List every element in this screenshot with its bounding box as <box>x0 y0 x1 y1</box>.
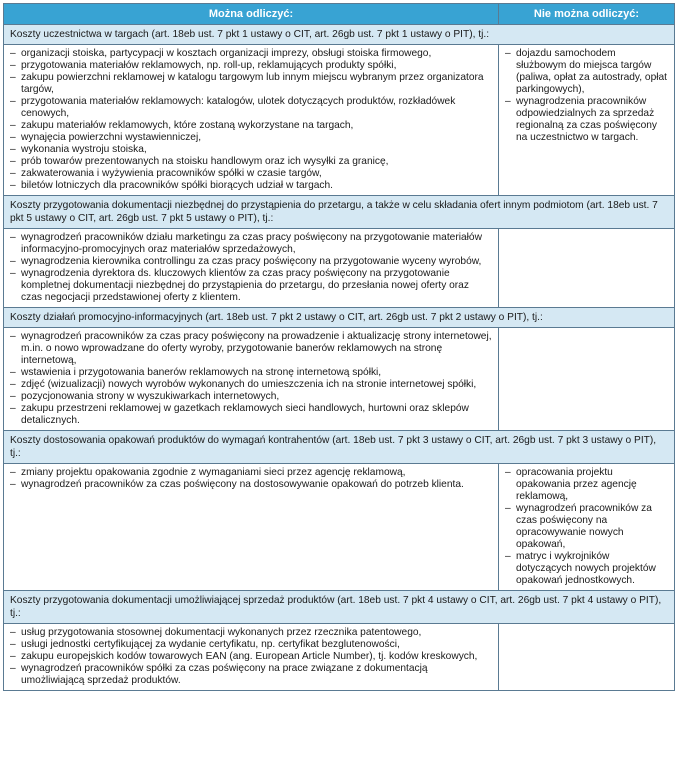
non-deductible-cell <box>499 624 675 691</box>
section-title: Koszty przygotowania dokumentacji niezbędnej do przystąpienia do przetargu, a także w celu składania ofert innym podmiotom (art. 18eb ust. 7 pkt 5 ustawy o CIT, art. 26gb ust. 7 pkt 5 ustawy o PIT), tj.: <box>4 196 675 229</box>
list-item: – wynagrodzeń pracowników za czas poświęcony na dostosowywanie opakowań do potrzeb klienta. <box>10 479 492 491</box>
header-cannot-deduct: Nie można odliczyć: <box>499 4 675 25</box>
section-content-row <box>4 464 675 591</box>
non-deductible-cell <box>499 328 675 431</box>
list-item: – wynagrodzenia pracowników odpowiedzialnych za sprzedaż regionalną za czas poświęcony na uczestnictwo w targach. <box>505 96 668 144</box>
deductible-list <box>10 48 492 192</box>
section-title-row <box>4 196 675 229</box>
deductible-cell <box>4 464 499 591</box>
list-item: – wykonania wystroju stoiska, <box>10 144 492 156</box>
list-item: – prób towarów prezentowanych na stoisku handlowym oraz ich wysyłki za granicę, <box>10 156 492 168</box>
table-header-row <box>4 4 675 25</box>
deductible-list <box>10 331 492 427</box>
section-title-row <box>4 25 675 45</box>
deductible-list <box>10 232 492 304</box>
list-item: – pozycjonowania strony w wyszukiwarkach internetowych, <box>10 391 492 403</box>
header-can-deduct: Można odliczyć: <box>4 4 499 25</box>
section-title: Koszty przygotowania dokumentacji umożliwiającej sprzedaż produktów (art. 18eb ust. 7 pkt 4 ustawy o CIT, art. 26gb ust. 7 pkt 4 ustawy o PIT), tj.: <box>4 591 675 624</box>
list-item: – przygotowania materiałów reklamowych: katalogów, ulotek dotyczących produktów, rozkładówek cenowych, <box>10 96 492 120</box>
list-item: – wynagrodzeń pracowników za czas poświęcony na opracowywanie nowych opakowań, <box>505 503 668 551</box>
deductible-cell <box>4 45 499 196</box>
section-title: Koszty działań promocyjno-informacyjnych (art. 18eb ust. 7 pkt 2 ustawy o CIT, art. 26gb ust. 7 pkt 2 ustawy o PIT), tj.: <box>4 308 675 328</box>
table-body <box>4 25 675 691</box>
non-deductible-list <box>505 467 668 587</box>
non-deductible-cell <box>499 464 675 591</box>
list-item: – organizacji stoiska, partycypacji w kosztach organizacji imprezy, obsługi stoiska firmowego, <box>10 48 492 60</box>
non-deductible-cell <box>499 229 675 308</box>
deductible-list <box>10 467 492 491</box>
list-item: – zmiany projektu opakowania zgodnie z wymaganiami sieci przez agencję reklamową, <box>10 467 492 479</box>
section-title: Koszty uczestnictwa w targach (art. 18eb ust. 7 pkt 1 ustawy o CIT, art. 26gb ust. 7 pkt 1 ustawy o PIT), tj.: <box>4 25 675 45</box>
deductible-cell <box>4 328 499 431</box>
section-title: Koszty dostosowania opakowań produktów do wymagań kontrahentów (art. 18eb ust. 7 pkt 3 ustawy o CIT, art. 26gb ust. 7 pkt 3 ustawy o PIT), tj.: <box>4 431 675 464</box>
list-item: – wstawienia i przygotowania banerów reklamowych na stronę internetową spółki, <box>10 367 492 379</box>
list-item: – wynagrodzeń pracowników spółki za czas poświęcony na prace związane z dokumentacją umożliwiającą sprzedaż produktów. <box>10 663 492 687</box>
list-item: – opracowania projektu opakowania przez agencję reklamową, <box>505 467 668 503</box>
list-item: – zakupu materiałów reklamowych, które zostaną wykorzystane na targach, <box>10 120 492 132</box>
deductible-cell <box>4 229 499 308</box>
list-item: – dojazdu samochodem służbowym do miejsca targów (paliwa, opłat za autostrady, opłat parkingowych), <box>505 48 668 96</box>
list-item: – przygotowania materiałów reklamowych, np. roll-up, reklamujących produkty spółki, <box>10 60 492 72</box>
deductible-costs-table <box>3 3 675 691</box>
deductible-cell <box>4 624 499 691</box>
list-item: – usług przygotowania stosownej dokumentacji wykonanych przez rzecznika patentowego, <box>10 627 492 639</box>
list-item: – matryc i wykrojników dotyczących nowych projektów opakowań jednostkowych. <box>505 551 668 587</box>
list-item: – zakupu europejskich kodów towarowych EAN (ang. European Article Number), tj. kodów kreskowych, <box>10 651 492 663</box>
section-title-row <box>4 431 675 464</box>
section-content-row <box>4 624 675 691</box>
list-item: – wynagrodzeń pracowników działu marketingu za czas pracy poświęcony na przygotowanie materiałów informacyjno-promocyjnych oraz materiałów sprzedażowych, <box>10 232 492 256</box>
list-item: – zakupu przestrzeni reklamowej w gazetkach reklamowych sieci handlowych, hurtowni oraz sklepów detalicznych. <box>10 403 492 427</box>
list-item: – wynagrodzenia kierownika controllingu za czas pracy poświęcony na przygotowanie wyceny wyrobów, <box>10 256 492 268</box>
section-content-row <box>4 229 675 308</box>
list-item: – usługi jednostki certyfikującej za wydanie certyfikatu, np. certyfikat bezglutenowości, <box>10 639 492 651</box>
deductible-list <box>10 627 492 687</box>
section-content-row <box>4 45 675 196</box>
section-content-row <box>4 328 675 431</box>
list-item: – zdjęć (wizualizacji) nowych wyrobów wykonanych do umieszczenia ich na stronie internetowej spółki, <box>10 379 492 391</box>
non-deductible-cell <box>499 45 675 196</box>
list-item: – biletów lotniczych dla pracowników spółki biorących udział w targach. <box>10 180 492 192</box>
list-item: – wynagrodzeń pracowników za czas pracy poświęcony na prowadzenie i aktualizację strony internetowej, m.in. o nowo wprowadzane do oferty wyroby, przygotowanie banerów reklamowych na stronę internetową, <box>10 331 492 367</box>
non-deductible-list <box>505 48 668 144</box>
list-item: – zakwaterowania i wyżywienia pracowników spółki w czasie targów, <box>10 168 492 180</box>
section-title-row <box>4 591 675 624</box>
section-title-row <box>4 308 675 328</box>
list-item: – zakupu powierzchni reklamowej w katalogu targowym lub innym miejscu wybranym przez organizatora targów, <box>10 72 492 96</box>
list-item: – wynagrodzenia dyrektora ds. kluczowych klientów za czas pracy poświęcony na przygotowanie kompletnej dokumentacji niezbędnej do przystąpienia do przetargu, do przesłania nowej oferty oraz czas negocjacji przedstawionej oferty z klientem. <box>10 268 492 304</box>
list-item: – wynajęcia powierzchni wystawienniczej, <box>10 132 492 144</box>
